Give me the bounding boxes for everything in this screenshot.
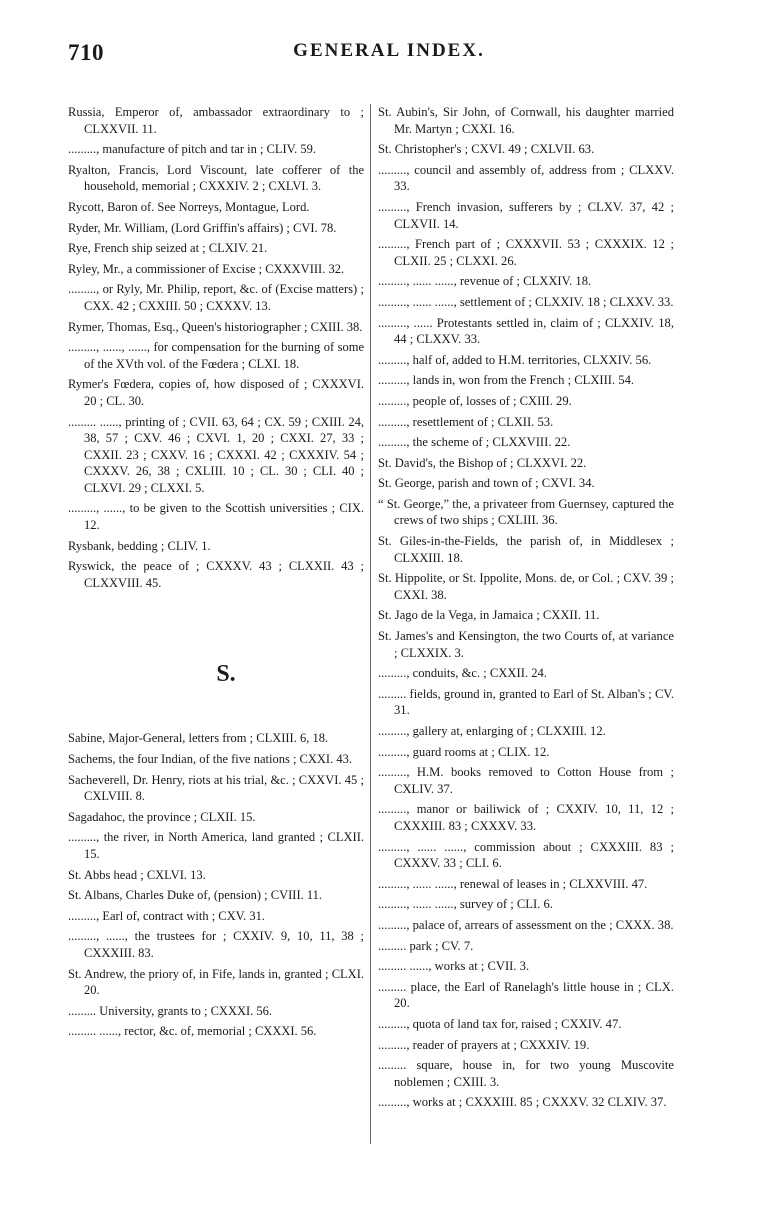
index-entry: Ryalton, Francis, Lord Viscount, late cofferer of the household, memorial ; CXXXIV. 2 ; CXLVI. 3. bbox=[68, 162, 364, 194]
index-entry: ........., the river, in North America, land granted ; CLXII. 15. bbox=[68, 830, 364, 861]
index-entry: ......... ......, rector, &c. of, memorial ; CXXXI. 56. bbox=[68, 1024, 317, 1039]
index-entry: ........., guard rooms at ; CLIX. 12. bbox=[378, 744, 550, 759]
index-entry: “ St. George,” the, a privateer from Guernsey, captured the crews of two ships ; CXLIII. 36. bbox=[378, 496, 674, 528]
index-entry: ........., half of, added to H.M. territories, CLXXIV. 56. bbox=[378, 352, 652, 367]
index-entry: ........., manufacture of pitch and tar in ; CLIV. 59. bbox=[68, 142, 316, 157]
index-entry: ........., lands in, won from the French ; CLXIII. 54. bbox=[378, 373, 635, 388]
index-entry: Rysbank, bedding ; CLIV. 1. bbox=[68, 538, 211, 553]
index-entry: Sagadahoc, the province ; CLXII. 15. bbox=[68, 809, 256, 824]
index-entry: St. David's, the Bishop of ; CLXXVI. 22. bbox=[378, 455, 587, 470]
running-title: GENERAL INDEX. bbox=[293, 40, 485, 61]
section-letter-heading: S. bbox=[216, 661, 236, 688]
left-column bbox=[68, 104, 364, 1044]
index-entry: ......... park ; CV. 7. bbox=[378, 938, 474, 953]
index-entry: Sabine, Major-General, letters from ; CLXIII. 6, 18. bbox=[68, 731, 329, 746]
index-entry: ........., ...... ......, renewal of leases in ; CLXXVIII. 47. bbox=[378, 876, 648, 891]
index-entry: Sacheverell, Dr. Henry, riots at his trial, &c. ; CXXVI. 45 ; CXLVIII. 8. bbox=[68, 772, 364, 804]
index-entry: Rye, French ship seized at ; CLXIV. 21. bbox=[68, 241, 268, 256]
index-entry: Sachems, the four Indian, of the five nations ; CXXI. 43. bbox=[68, 752, 352, 767]
index-entry: Rycott, Baron of. See Norreys, Montague, Lord. bbox=[68, 199, 310, 214]
index-entry: St. James's and Kensington, the two Courts of, at variance ; CLXXIX. 3. bbox=[378, 629, 674, 660]
index-entry: ........., ...... Protestants settled in, claim of ; CLXXIV. 18, 44 ; CLXXV. 33. bbox=[378, 315, 674, 347]
index-entry: St. Jago de la Vega, in Jamaica ; CXXII. 11. bbox=[378, 608, 600, 623]
index-entry: ........., resettlement of ; CLXII. 53. bbox=[378, 414, 554, 429]
index-entry: ........., manor or bailiwick of ; CXXIV. 10, 11, 12 ; CXXXIII. 83 ; CXXXV. 33. bbox=[378, 802, 674, 833]
index-entry: St. Christopher's ; CXVI. 49 ; CXLVII. 63. bbox=[378, 142, 595, 157]
index-entry: ........., or Ryly, Mr. Philip, report, &c. of (Excise matters) ; CXX. 42 ; CXXIII. 50 ; CXXXV. 13. bbox=[68, 282, 364, 313]
index-entry: ......... ......, printing of ; CVII. 63, 64 ; CX. 59 ; CXIII. 24, 38, 57 ; CXV. 46 ; CXVI. 1, 20 ; CXXI. 27, 33 ; CXXII. 23 ; CXXV. 16 ; CXXXI. 42 ; CXXXIV. 54 ; CXXXV. 26, 38 ; CXLIII. 10 ; CL. 30 ; CLI. 40 ; CLXVI. 29 ; CLXXI. 5. bbox=[68, 414, 364, 495]
index-entry: St. George, parish and town of ; CXVI. 34. bbox=[378, 476, 595, 491]
index-entry: St. Aubin's, Sir John, of Cornwall, his daughter married Mr. Martyn ; CXXI. 16. bbox=[378, 105, 674, 136]
index-entry: ........., French invasion, sufferers by ; CLXV. 37, 42 ; CLXVII. 14. bbox=[378, 199, 674, 231]
index-entry: Rymer's Fœdera, copies of, how disposed of ; CXXXVI. 20 ; CL. 30. bbox=[68, 377, 364, 408]
index-entry: ........., Earl of, contract with ; CXV. 31. bbox=[68, 908, 265, 923]
index-entry: ........., ......, the trustees for ; CXXIV. 9, 10, 11, 38 ; CXXXIII. 83. bbox=[68, 929, 364, 960]
page-number: 710 bbox=[68, 40, 104, 65]
index-entry: ........., French part of ; CXXXVII. 53 ; CXXXIX. 12 ; CLXII. 25 ; CLXXI. 26. bbox=[378, 237, 674, 268]
column-divider bbox=[370, 104, 371, 1144]
index-entry: ........., council and assembly of, address from ; CLXXV. 33. bbox=[378, 162, 674, 194]
index-entry: ........., ...... ......, survey of ; CLI. 6. bbox=[378, 897, 553, 912]
index-entry: ......... place, the Earl of Ranelagh's little house in ; CLX. 20. bbox=[378, 979, 674, 1011]
index-entry: ........., quota of land tax for, raised ; CXXIV. 47. bbox=[378, 1016, 622, 1031]
index-entry: ........., conduits, &c. ; CXXII. 24. bbox=[378, 666, 547, 681]
index-entry: St. Albans, Charles Duke of, (pension) ; CVIII. 11. bbox=[68, 888, 323, 903]
s-entries bbox=[68, 730, 364, 1040]
index-entry: ........., ......, to be given to the Scottish universities ; CIX. 12. bbox=[68, 501, 364, 533]
index-entry: ........., ...... ......, commission about ; CXXXIII. 83 ; CXXXV. 33 ; CLI. 6. bbox=[378, 839, 674, 871]
index-entry: ........., the scheme of ; CLXXVIII. 22. bbox=[378, 435, 571, 450]
index-entry: ........., reader of prayers at ; CXXXIV. 19. bbox=[378, 1037, 590, 1052]
index-entry: ........., works at ; CXXXIII. 85 ; CXXXV. 32 CLXIV. 37. bbox=[378, 1095, 667, 1110]
index-entry: ........., ...... ......, revenue of ; CLXXIV. 18. bbox=[378, 274, 592, 289]
index-entry: St. Giles-in-the-Fields, the parish of, in Middlesex ; CLXXIII. 18. bbox=[378, 534, 674, 565]
index-entry: St. Andrew, the priory of, in Fife, lands in, granted ; CLXI. 20. bbox=[68, 966, 364, 998]
index-entry: ........., ......, ......, for compensation for the burning of some of the XVth vol. of the Fœdera ; CLXI. 18. bbox=[68, 340, 364, 371]
index-entry: St. Abbs head ; CXLVI. 13. bbox=[68, 867, 206, 882]
index-entry: St. Hippolite, or St. Ippolite, Mons. de, or Col. ; CXV. 39 ; CXXI. 38. bbox=[378, 571, 674, 602]
index-entry: ........., gallery at, enlarging of ; CLXXIII. 12. bbox=[378, 724, 606, 738]
r-entries bbox=[68, 104, 364, 591]
index-entry: Rymer, Thomas, Esq., Queen's historiographer ; CXIII. 38. bbox=[68, 319, 363, 334]
index-entry: ......... fields, ground in, granted to Earl of St. Alban's ; CV. 31. bbox=[378, 686, 674, 718]
index-entry: ........., ...... ......, settlement of ; CLXXIV. 18 ; CLXXV. 33. bbox=[378, 294, 674, 309]
index-entry: ......... square, house in, for two young Muscovite noblemen ; CXIII. 3. bbox=[378, 1058, 674, 1089]
index-entry: ........., H.M. books removed to Cotton House from ; CXLIV. 37. bbox=[378, 765, 674, 796]
index-entry: ........., palace of, arrears of assessment on the ; CXXX. 38. bbox=[378, 917, 674, 932]
index-entry: Ryder, Mr. William, (Lord Griffin's affairs) ; CVI. 78. bbox=[68, 220, 337, 235]
index-entry: Russia, Emperor of, ambassador extraordinary to ; CLXXVII. 11. bbox=[68, 105, 364, 136]
index-entry: ........., people of, losses of ; CXIII. 29. bbox=[378, 393, 572, 408]
index-entry: ......... University, grants to ; CXXXI. 56. bbox=[68, 1003, 273, 1018]
index-entry: ......... ......, works at ; CVII. 3. bbox=[378, 959, 530, 974]
index-entry: Ryswick, the peace of ; CXXXV. 43 ; CLXXII. 43 ; CLXXVIII. 45. bbox=[68, 559, 364, 590]
right-column bbox=[378, 104, 674, 1115]
index-entry: Ryley, Mr., a commissioner of Excise ; CXXXVIII. 32. bbox=[68, 261, 345, 276]
page-header bbox=[68, 40, 710, 80]
